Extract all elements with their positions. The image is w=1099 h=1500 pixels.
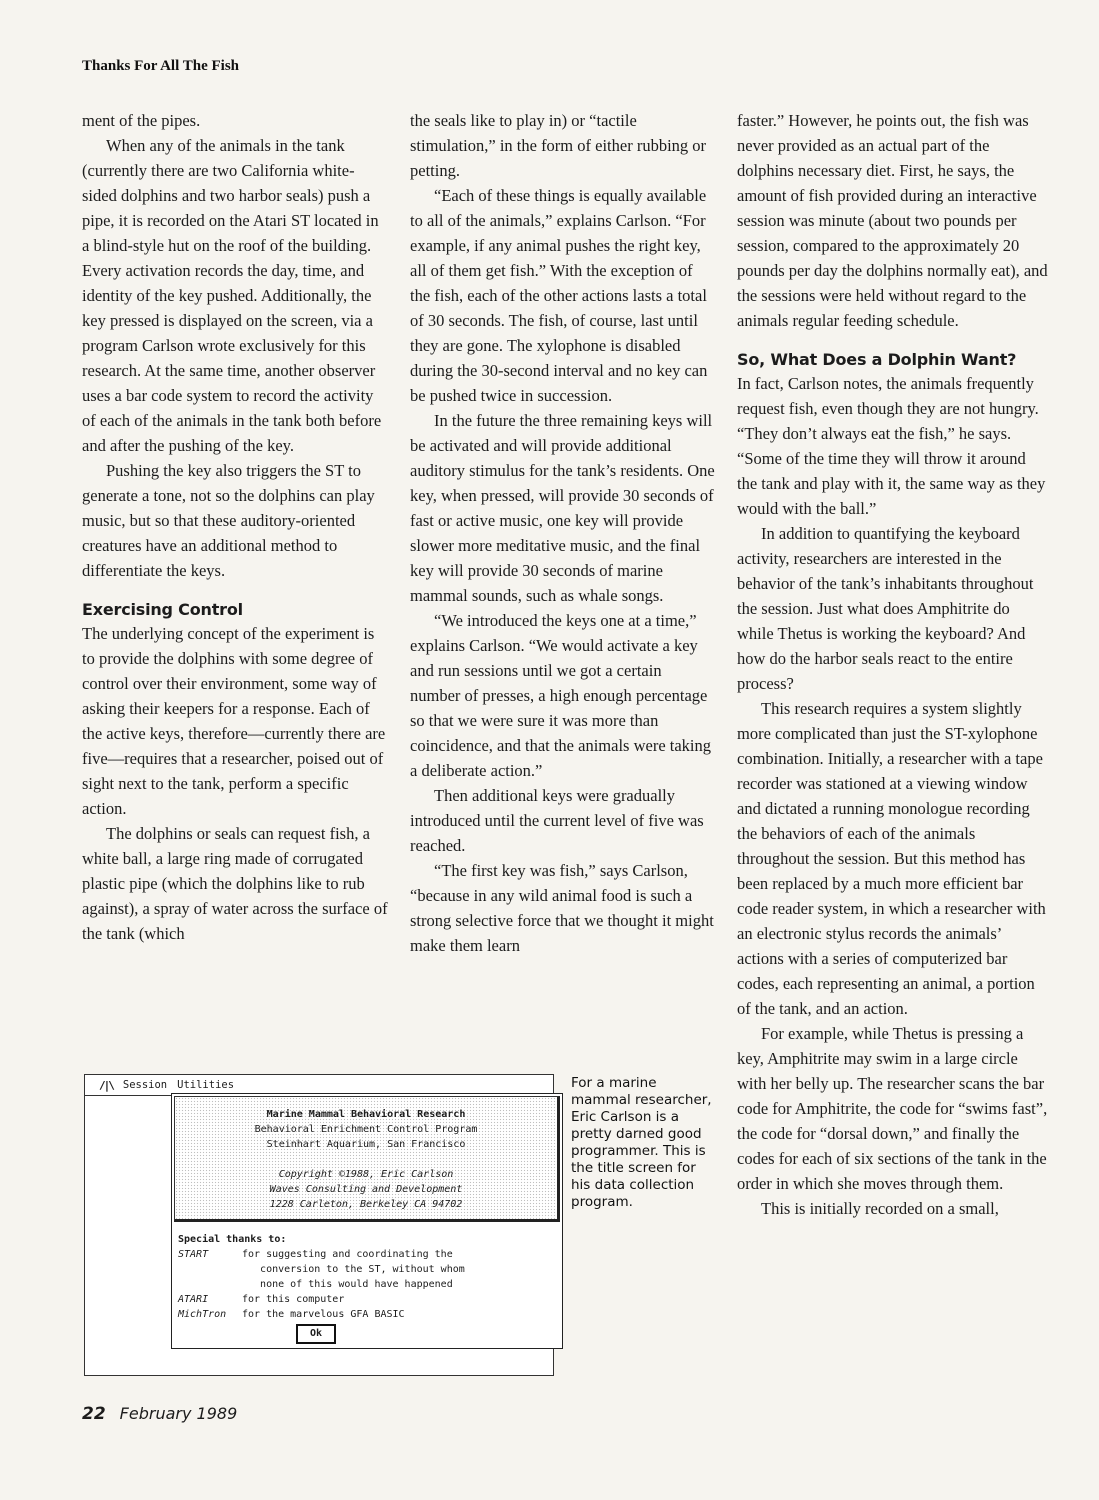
section-heading: So, What Does a Dolphin Want? [737, 350, 1017, 369]
paragraph: The dolphins or seals can request fish, a white ball, a large ring made of corrugated plastic pipe (which the dolphins like to rub against), a spray of water across the surface of the tank (which [82, 824, 388, 943]
paragraph: “Each of these things is equally available to all of the animals,” explains Carlson. “For example, if any animal pushes the right key, all of them get fish.” With the exception of the fish, each of the other actions lasts a total of 30 seconds. The fish, of course, last until they are gone. The xylophone is disabled during the 30-second interval and no key can be pushed twice in succession. [410, 186, 708, 405]
thanks-what: for this computer [242, 1294, 345, 1305]
article-column-3 [737, 108, 1049, 1221]
paragraph: In fact, Carlson notes, the animals frequently request fish, even though they are not hungry. “They don’t always eat the fish,” he says. “Some of the time they will throw it around the tank and play with it, the same way as they would with the ball.” [737, 374, 1046, 518]
page-number: 22 [82, 1404, 106, 1424]
page-footer [82, 1404, 237, 1424]
thanks-who: MichTron [178, 1309, 227, 1320]
paragraph: Then additional keys were gradually introduced until the current level of five was reached. [410, 786, 704, 855]
title-box [174, 1096, 560, 1222]
paragraph: Pushing the key also triggers the ST to generate a tone, not so the dolphins can play music, but so that these auditory-oriented creatures have an additional method to differentiate the keys. [82, 461, 375, 580]
paragraph: “The first key was fish,” says Carlson, “because in any wild animal food is such a strong selective force that we thought it might make them learn [410, 861, 714, 955]
about-dialog [171, 1093, 563, 1349]
program-title: Marine Mammal Behavioral Research [266, 1109, 466, 1120]
article-column-1 [82, 108, 388, 946]
ok-button[interactable]: Ok [296, 1324, 336, 1344]
menu-session[interactable]: Session [122, 1079, 168, 1091]
paragraph: This is initially recorded on a small, [761, 1199, 999, 1218]
paragraph: faster.” However, he points out, the fish was never provided as an actual part of the dolphins necessary diet. First, he says, the amount of fish provided during an interactive session was minute (about two pounds per session, compared to the approximately 20 pounds per day the dolphins normally eat), and the sessions were held without regard to the animals regular feeding schedule. [737, 111, 1048, 330]
thanks-who: START [178, 1249, 209, 1260]
paragraph: “We introduced the keys one at a time,” explains Carlson. “We would activate a key and run sessions until we got a certain number of presses, a high enough percentage so that we were sure it was more than coincidence, and that the animals were taking a deliberate action.” [410, 611, 712, 780]
paragraph: For example, while Thetus is pressing a key, Amphitrite may swim in a large circle with her belly up. The researcher scans the bar code for Amphitrite, the code for “swims fast”, the code for “dorsal down,” and finally the codes for each of six sections of the tank in the order in which she moves through them. [737, 1024, 1048, 1193]
program-subtitle: Behavioral Enrichment Control Program [254, 1124, 478, 1135]
thanks-row [178, 1292, 556, 1307]
thanks-heading: Special thanks to: [178, 1234, 287, 1245]
program-screenshot [84, 1074, 554, 1376]
paragraph: This research requires a system slightly more complicated than just the ST-xylophone combination. Initially, a researcher with a tape recorder was stationed at a viewing window and dictated a running monologue recording the behaviors of each of the animals throughout the session. But this method has been replaced by a much more efficient bar code reader system, in which a researcher with an electronic stylus records the animals’ actions with a series of computerized bar codes, each representing an animal, a portion of the tank, and an action. [737, 699, 1046, 1018]
copyright-line: Copyright ©1988, Eric Carlson [278, 1169, 454, 1180]
thanks-section [178, 1232, 556, 1322]
thanks-row [178, 1247, 556, 1292]
paragraph: In addition to quantifying the keyboard activity, researchers are interested in the behavior of the tank’s inhabitants throughout the session. Just what does Amphitrite do while Thetus is working the keyboard? And how do the harbor seals react to the entire process? [737, 524, 1034, 693]
program-location: Steinhart Aquarium, San Francisco [266, 1139, 466, 1150]
running-head: Thanks For All The Fish [82, 58, 240, 74]
issue-date: February 1989 [119, 1404, 238, 1423]
paragraph: The underlying concept of the experiment is to provide the dolphins with some degree of control over their environment, some way of asking their keepers for a response. Each of the active keys, therefore—currently there are five—requires that a researcher, poised out of sight next to the tank, perform a specific action. [82, 624, 386, 818]
thanks-who: ATARI [178, 1294, 209, 1305]
thanks-row [178, 1307, 556, 1322]
atari-logo-icon[interactable]: /|\ [99, 1078, 113, 1092]
paragraph: ment of the pipes. [82, 111, 201, 130]
menu-utilities[interactable]: Utilities [177, 1079, 235, 1091]
company-line: Waves Consulting and Development [269, 1184, 463, 1195]
thanks-what: for the marvelous GFA BASIC [242, 1309, 405, 1320]
paragraph: the seals like to play in) or “tactile stimulation,” in the form of either rubbing or petting. [410, 111, 707, 180]
paragraph: In the future the three remaining keys will be activated and will provide additional auditory stimulus for the tank’s residents. One key, when pressed, will provide 30 seconds of fast or active music, one key will provide slower more meditative music, and the final key will provide 30 seconds of marine mammal sounds, such as whale songs. [410, 411, 715, 605]
thanks-what: for suggesting and coordinating the conversion to the ST, without whom none of this would have happened [242, 1249, 465, 1290]
address-line: 1228 Carleton, Berkeley CA 94702 [269, 1199, 463, 1210]
paragraph: When any of the animals in the tank (currently there are two California white-sided dolphins and two harbor seals) push a pipe, it is recorded on the Atari ST located in a blind-style hut on the roof of the building. Every activation records the day, time, and identity of the key pushed. Additionally, the key pressed is displayed on the screen, via a program Carlson wrote exclusively for this research. At the same time, another observer uses a bar code system to record the activity of each of the animals in the tank both before and after the pushing of the key. [82, 136, 382, 455]
section-heading: Exercising Control [82, 600, 243, 619]
article-column-2 [410, 108, 716, 958]
figure-caption: For a marine mammal researcher, Eric Carlson is a pretty darned good programmer. This is the title screen for his data collection program. [571, 1075, 712, 1210]
